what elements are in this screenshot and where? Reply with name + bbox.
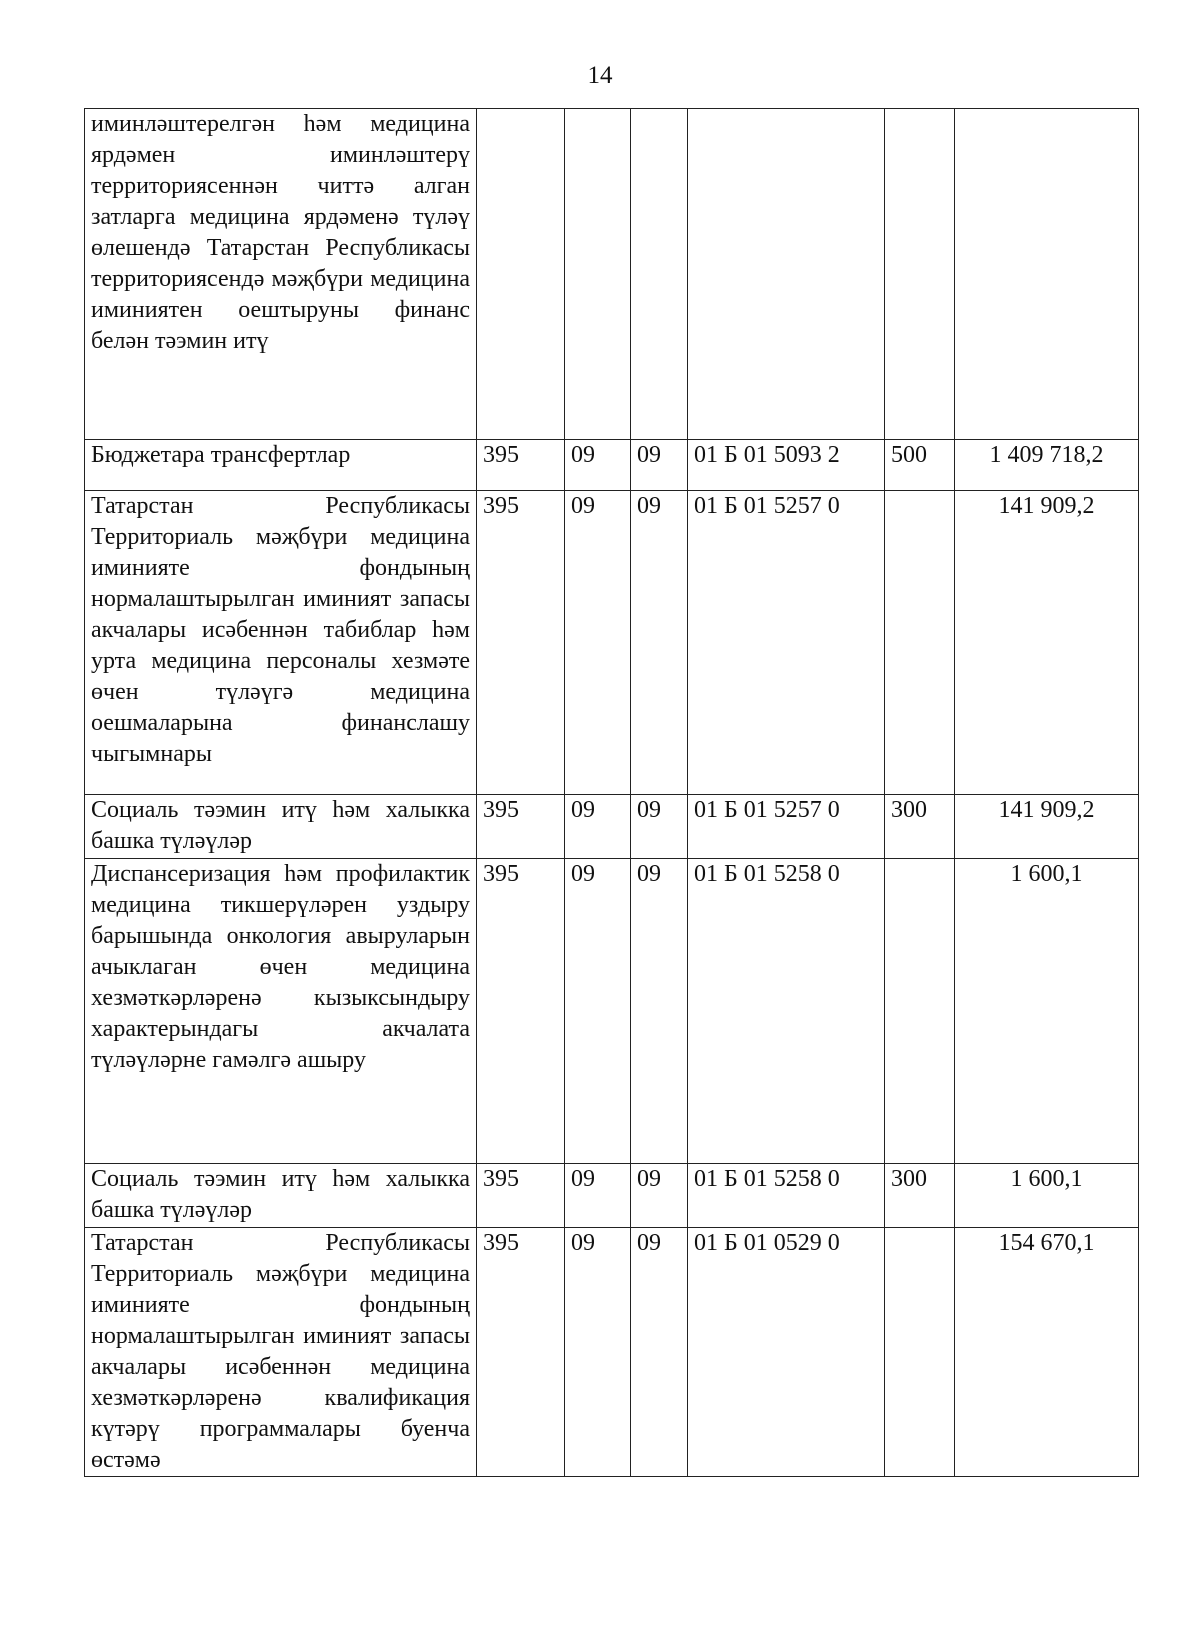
table-row xyxy=(85,109,1139,440)
subsection-code: 09 xyxy=(631,859,688,1164)
expense-type-code xyxy=(885,1228,955,1477)
section-code xyxy=(565,109,631,440)
target-article-code: 01 Б 01 5258 0 xyxy=(688,1164,885,1228)
expense-type-code: 300 xyxy=(885,795,955,859)
department-code: 395 xyxy=(477,795,565,859)
page-number: 14 xyxy=(587,62,613,89)
target-article-code: 01 Б 01 5257 0 xyxy=(688,795,885,859)
row-description: Социаль тәэмин итү һәм халыкка башка түләүләр xyxy=(85,1164,477,1228)
subsection-code: 09 xyxy=(631,1228,688,1477)
row-description: Татарстан Республикасы Территориаль мәҗбүри медицина иминияте фондының нормалаштырылган иминият запасы акчалары исәбеннән медицина хезмәткәрләренә квалификация күтәрү программалары буенча өстәмә xyxy=(85,1228,477,1477)
department-code: 395 xyxy=(477,1164,565,1228)
subsection-code xyxy=(631,109,688,440)
section-code: 09 xyxy=(565,491,631,795)
amount: 141 909,2 xyxy=(955,491,1139,795)
table-row xyxy=(85,795,1139,859)
expense-type-code: 300 xyxy=(885,1164,955,1228)
subsection-code: 09 xyxy=(631,1164,688,1228)
table-row xyxy=(85,1228,1139,1477)
department-code: 395 xyxy=(477,491,565,795)
amount: 1 409 718,2 xyxy=(955,440,1139,491)
table-row xyxy=(85,440,1139,491)
target-article-code: 01 Б 01 5257 0 xyxy=(688,491,885,795)
expense-type-code xyxy=(885,109,955,440)
target-article-code: 01 Б 01 5258 0 xyxy=(688,859,885,1164)
department-code: 395 xyxy=(477,440,565,491)
amount: 141 909,2 xyxy=(955,795,1139,859)
expense-type-code xyxy=(885,859,955,1164)
table-row xyxy=(85,859,1139,1164)
table-row xyxy=(85,491,1139,795)
department-code: 395 xyxy=(477,1228,565,1477)
subsection-code: 09 xyxy=(631,491,688,795)
expense-type-code xyxy=(885,491,955,795)
table-row xyxy=(85,1164,1139,1228)
target-article-code: 01 Б 01 5093 2 xyxy=(688,440,885,491)
amount: 1 600,1 xyxy=(955,1164,1139,1228)
section-code: 09 xyxy=(565,440,631,491)
row-description: Социаль тәэмин итү һәм халыкка башка түләүләр xyxy=(85,795,477,859)
department-code xyxy=(477,109,565,440)
amount: 1 600,1 xyxy=(955,859,1139,1164)
subsection-code: 09 xyxy=(631,795,688,859)
row-description: Диспансеризация һәм профилактик медицина тикшерүләрен уздыру барышында онкология авыруларын ачыклаган өчен медицина хезмәткәрләренә кызыксындыру характерындагы акчалата түләүләрне гамәлгә ашыру xyxy=(85,859,477,1164)
row-description: Татарстан Республикасы Территориаль мәҗбүри медицина иминияте фондының нормалаштырылган иминият запасы акчалары исәбеннән табиблар һәм урта медицина персоналы хезмәте өчен түләүгә медицина оешмаларына финанслашу чыгымнары xyxy=(85,491,477,795)
amount xyxy=(955,109,1139,440)
subsection-code: 09 xyxy=(631,440,688,491)
section-code: 09 xyxy=(565,859,631,1164)
section-code: 09 xyxy=(565,1228,631,1477)
department-code: 395 xyxy=(477,859,565,1164)
section-code: 09 xyxy=(565,795,631,859)
row-description: Бюджетара трансфертлар xyxy=(85,440,477,491)
row-description: иминләштерелгән һәм медицина ярдәмен иминләштерү территориясеннән читтә алган затларга медицина ярдәменә түләү өлешендә Татарстан Республикасы территориясендә мәҗбүри медицина иминиятен оештыруны финанс белән тәэмин итү xyxy=(85,109,477,440)
budget-table xyxy=(84,108,1139,1477)
target-article-code: 01 Б 01 0529 0 xyxy=(688,1228,885,1477)
section-code: 09 xyxy=(565,1164,631,1228)
target-article-code xyxy=(688,109,885,440)
expense-type-code: 500 xyxy=(885,440,955,491)
amount: 154 670,1 xyxy=(955,1228,1139,1477)
